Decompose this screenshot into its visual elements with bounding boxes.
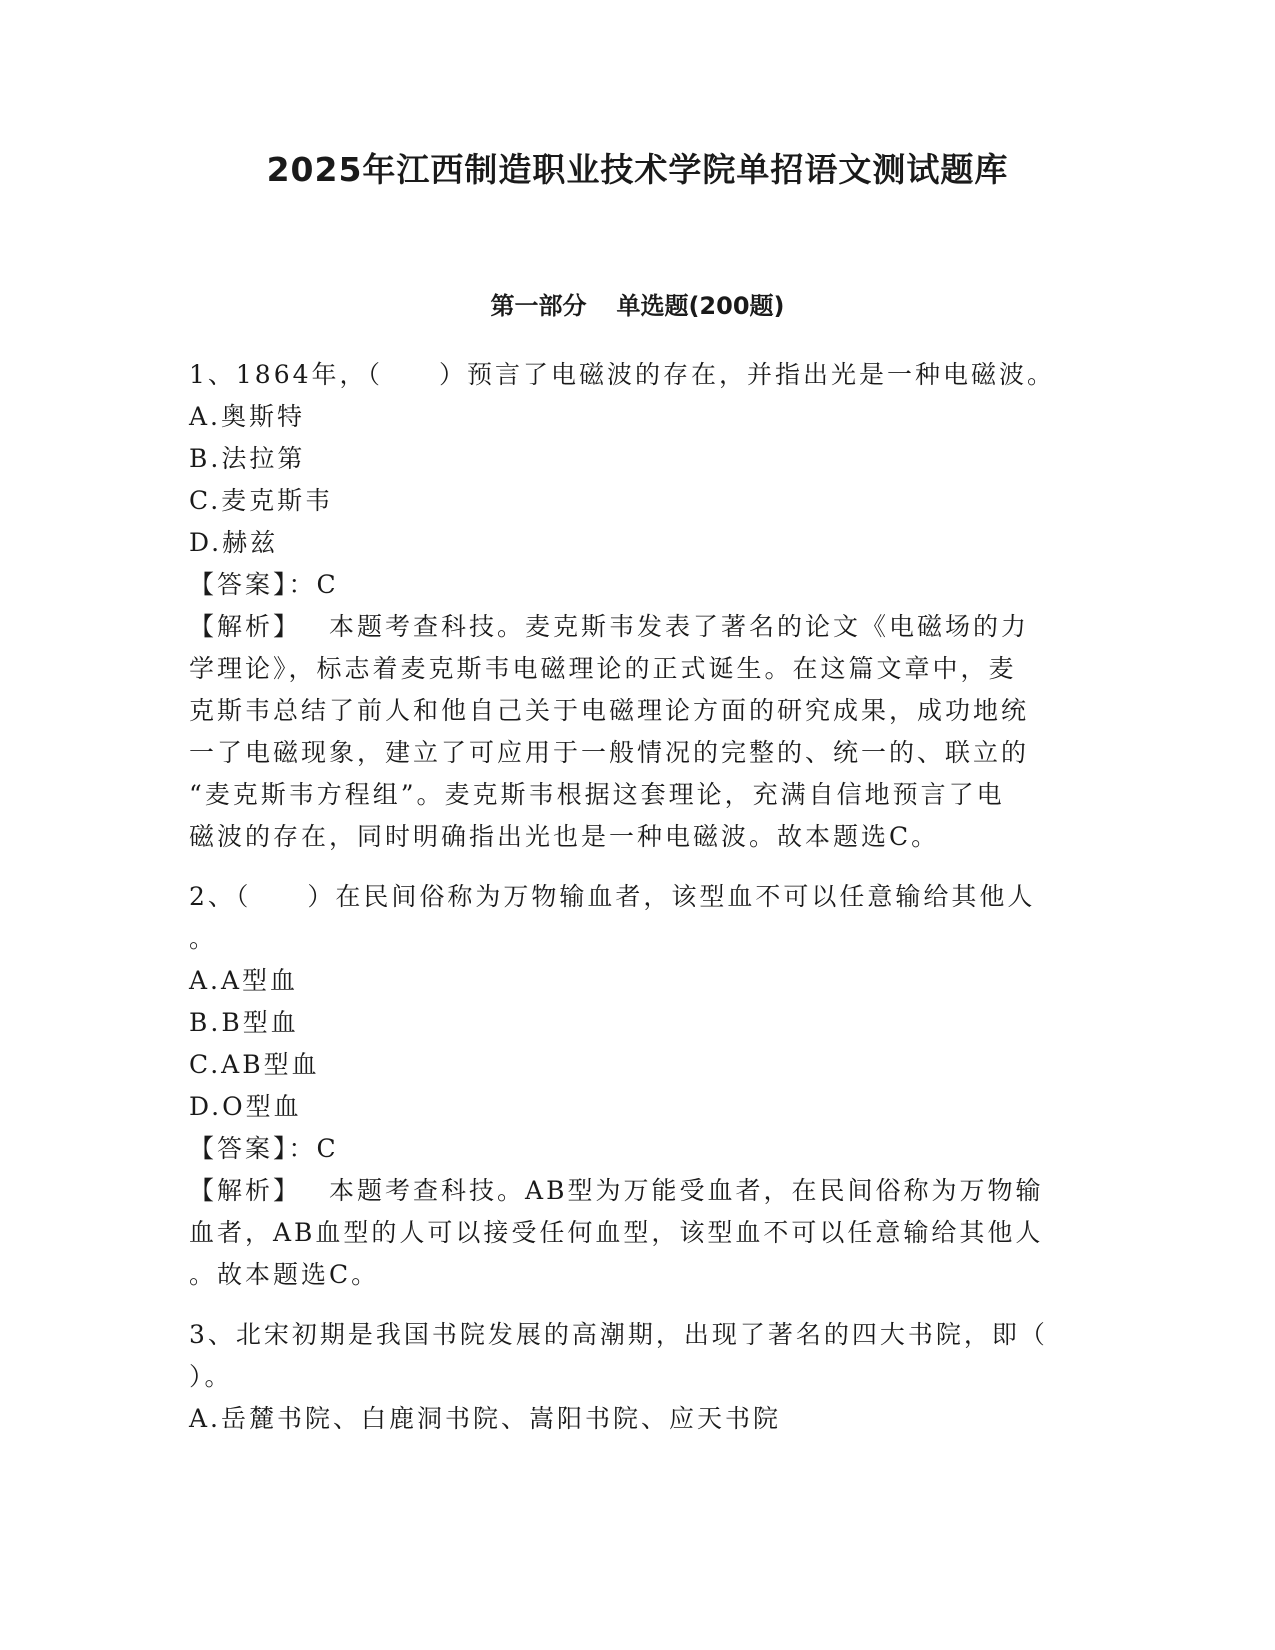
question-stem: ）。 [189, 1362, 233, 1391]
section-title [0, 289, 1275, 323]
analysis-text: “麦克斯韦方程组”。麦克斯韦根据这套理论，充满自信地预言了电 [189, 780, 1005, 809]
analysis-text: 本题考查科技。麦克斯韦发表了著名的论文《电磁场的力 [329, 612, 1030, 641]
question-stem: 2、（ ）在民间俗称为万物输血者，该型血不可以任意输给其他人 [189, 882, 1036, 911]
analysis-text: 本题考查科技。AB型为万能受血者，在民间俗称为万物输 [329, 1176, 1044, 1205]
option-d: D.O型血 [189, 1092, 302, 1121]
analysis-text: 磁波的存在，同时明确指出光也是一种电磁波。故本题选C。 [189, 822, 940, 851]
analysis-text: 学理论》，标志着麦克斯韦电磁理论的正式诞生。在这篇文章中，麦 [189, 654, 1017, 683]
option-a: A.A型血 [189, 966, 299, 995]
question-stem: 3、北宋初期是我国书院发展的高潮期，出现了著名的四大书院，即（ [189, 1320, 1048, 1349]
question-2 [189, 876, 1069, 1296]
question-stem: 。 [189, 924, 218, 953]
answer-line [189, 1128, 1069, 1170]
option-c: C.AB型血 [189, 1050, 320, 1079]
analysis-text: 一了电磁现象，建立了可应用于一般情况的完整的、统一的、联立的 [189, 738, 1030, 767]
option-a: A.奥斯特 [189, 402, 306, 431]
question-3 [189, 1314, 1069, 1440]
option-d: D.赫兹 [189, 528, 279, 557]
option-a: A.岳麓书院、白鹿洞书院、嵩阳书院、应天书院 [189, 1404, 782, 1433]
answer-value: C [316, 1134, 339, 1163]
answer-label: 【答案】： [189, 570, 317, 599]
answer-label: 【答案】： [189, 1134, 317, 1163]
analysis-text: 克斯韦总结了前人和他自己关于电磁理论方面的研究成果，成功地统 [189, 696, 1030, 725]
analysis-label: 【解析】 [189, 612, 302, 641]
analysis-line [189, 606, 1069, 648]
analysis-label: 【解析】 [189, 1176, 302, 1205]
question-list [189, 354, 1069, 1440]
section-type-label: 单选题(200题) [616, 292, 785, 320]
analysis-text: 血者，AB血型的人可以接受任何血型，该型血不可以任意输给其他人 [189, 1218, 1044, 1247]
option-b: B.B型血 [189, 1008, 299, 1037]
question-1 [189, 354, 1069, 858]
question-stem: 1、1864年，（ ）预言了电磁波的存在，并指出光是一种电磁波。 [189, 360, 1056, 389]
document-title: 2025年江西制造职业技术学院单招语文测试题库 [266, 150, 1009, 189]
section-part-label: 第一部分 [490, 292, 587, 320]
answer-line [189, 564, 1069, 606]
answer-value: C [316, 570, 339, 599]
analysis-line [189, 1170, 1069, 1212]
option-c: C.麦克斯韦 [189, 486, 334, 515]
option-b: B.法拉第 [189, 444, 306, 473]
analysis-text: 。故本题选C。 [189, 1260, 380, 1289]
